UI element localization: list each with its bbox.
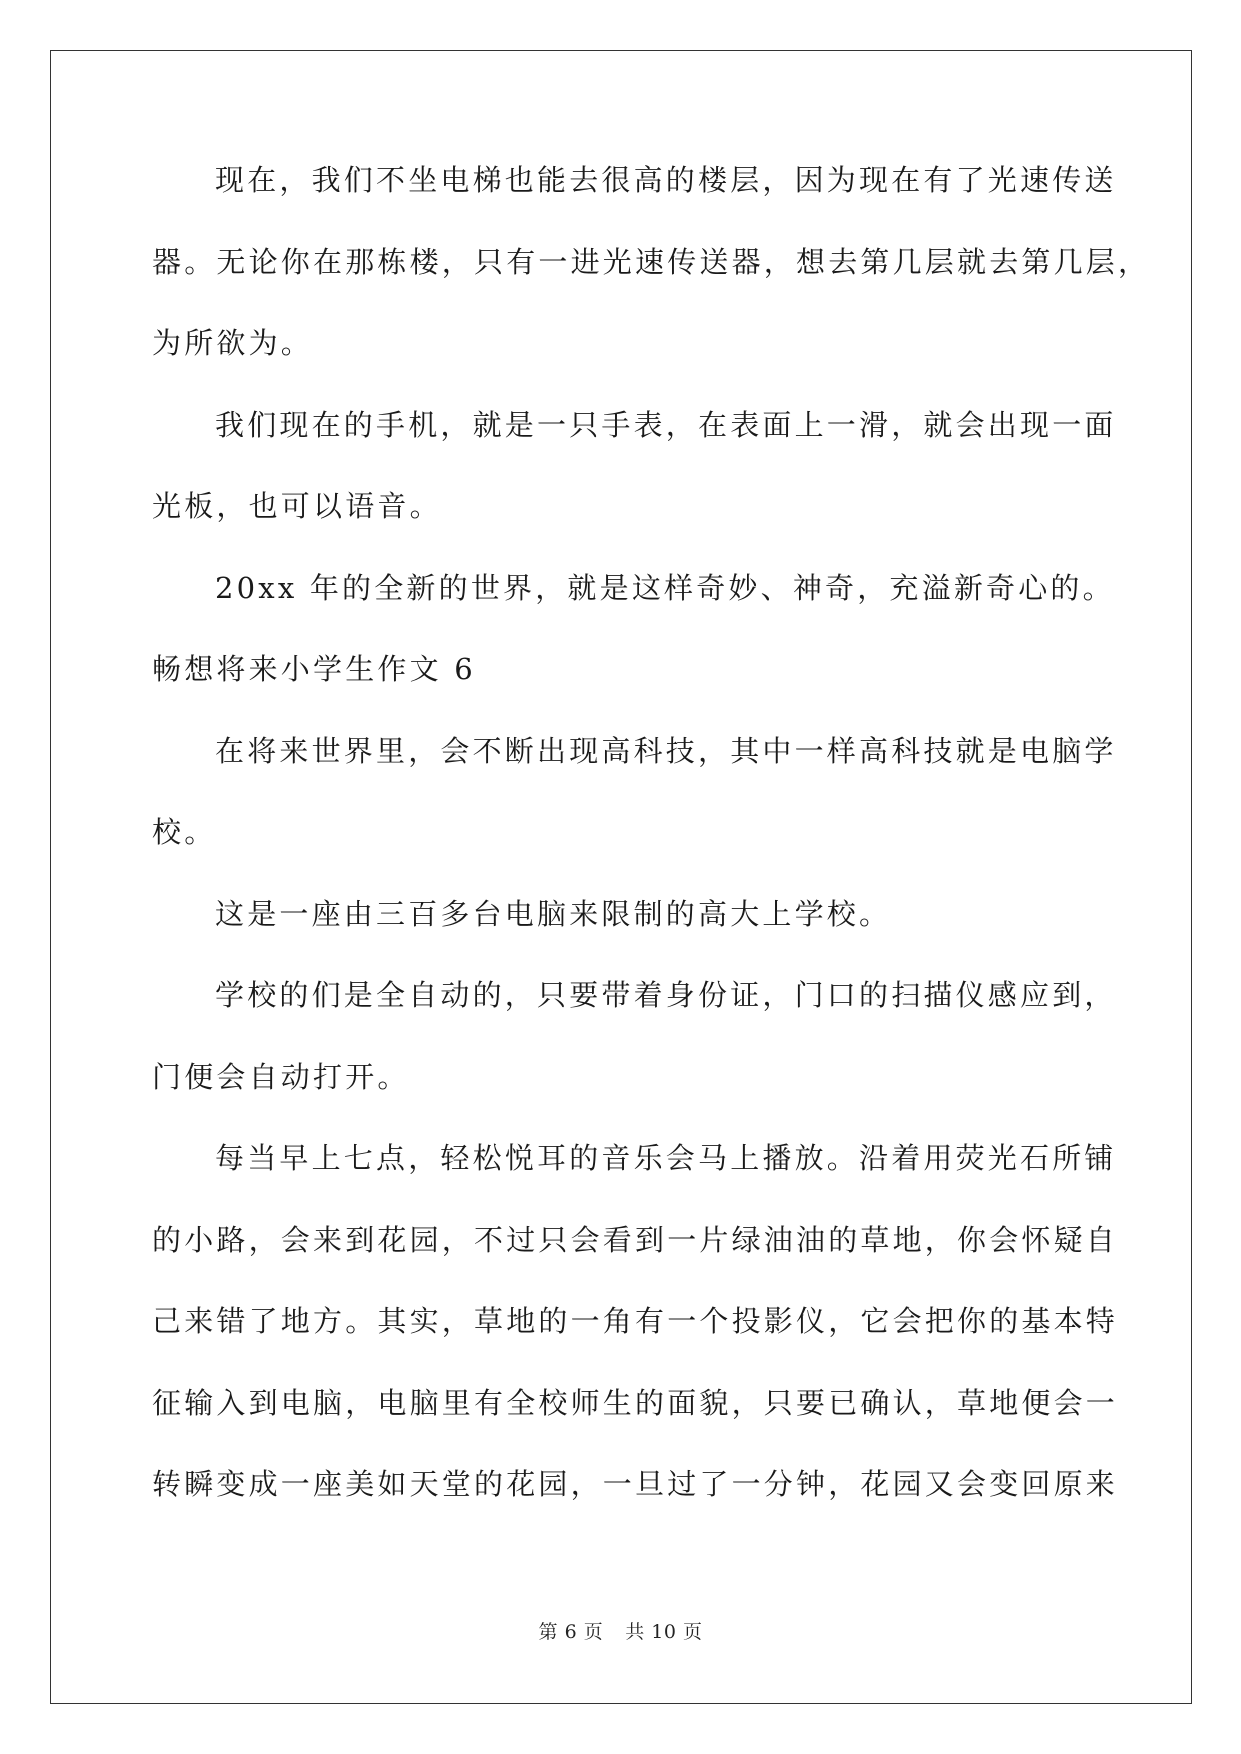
paragraph-line: 这是一座由三百多台电脑来限制的高大上学校。 xyxy=(215,896,892,931)
page-number: 第 6 页 xyxy=(538,1621,604,1643)
paragraph-line: 我们现在的手机，就是一只手表，在表面上一滑，就会出现一面 xyxy=(215,407,1117,442)
paragraph-line: 征输入到电脑，电脑里有全校师生的面貌，只要已确认，草地便会一 xyxy=(152,1385,1119,1420)
paragraph-line: 每当早上七点，轻松悦耳的音乐会马上播放。沿着用荧光石所铺 xyxy=(215,1141,1117,1175)
paragraph-line: 校。 xyxy=(152,815,217,849)
paragraph-line: 现在，我们不坐电梯也能去很高的楼层，因为现在有了光速传送 xyxy=(215,163,1117,197)
paragraph-line: 在将来世界里，会不断出现高科技，其中一样高科技就是电脑学 xyxy=(215,733,1117,768)
paragraph-line: 转瞬变成一座美如天堂的花园，一旦过了一分钟，花园又会变回原来 xyxy=(152,1467,1119,1501)
paragraph-line: 己来错了地方。其实，草地的一角有一个投影仪，它会把你的基本特 xyxy=(152,1304,1119,1338)
paragraph-line: 20xx 年的全新的世界，就是这样奇妙、神奇，充溢新奇心的。 xyxy=(215,570,1115,605)
page-total: 共 10 页 xyxy=(625,1621,703,1643)
paragraph-line: 的小路，会来到花园，不过只会看到一片绿油油的草地，你会怀疑自 xyxy=(152,1222,1119,1257)
paragraph-line: 光板，也可以语音。 xyxy=(152,489,442,523)
section-heading: 畅想将来小学生作文 6 xyxy=(152,652,476,686)
page-footer xyxy=(0,1617,1241,1644)
paragraph-line: 门便会自动打开。 xyxy=(152,1059,410,1094)
document-body xyxy=(152,162,1151,1548)
paragraph-line: 为所欲为。 xyxy=(152,326,314,360)
paragraph-line: 学校的们是全自动的，只要带着身份证，门口的扫描仪感应到， xyxy=(215,978,1117,1012)
paragraph-line: 器。无论你在那栋楼，只有一进光速传送器，想去第几层就去第几层， xyxy=(152,244,1151,279)
